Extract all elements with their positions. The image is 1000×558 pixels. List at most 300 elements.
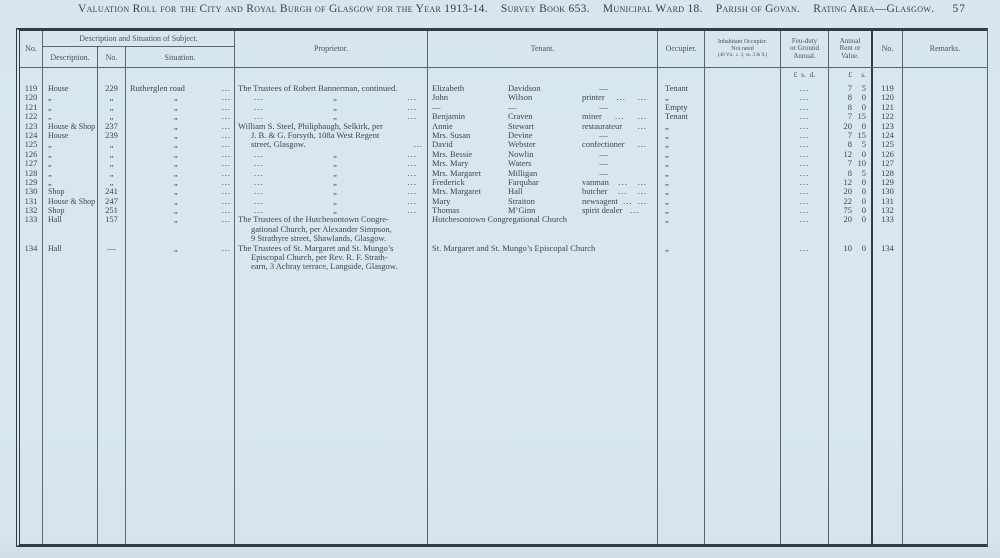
tenant-cell	[428, 215, 658, 243]
row-number-cell	[20, 159, 43, 168]
header-description: Description.	[43, 47, 98, 67]
tenant-cell	[428, 103, 658, 112]
header-desc-group-title: Description and Situation of Subject.	[43, 31, 234, 47]
situation-cell	[126, 178, 235, 187]
feu-duty-cell	[781, 244, 829, 272]
row-number-right: 122	[881, 112, 894, 122]
row-number-cell	[20, 84, 43, 93]
situation-text: „	[173, 215, 178, 225]
feu-duty-dots: ...	[799, 149, 810, 159]
tenant-cell	[428, 159, 658, 168]
rent-shillings: 0	[861, 93, 866, 103]
occupier-text: „	[665, 187, 669, 197]
rating-area-label: Rating Area—Glasgow.	[813, 3, 935, 15]
situation-cell	[126, 215, 235, 243]
situation-text: „	[173, 243, 178, 253]
tenant-surname: Davidson	[508, 84, 541, 93]
row-number-right-cell	[873, 178, 903, 187]
row-number-right: 134	[881, 243, 894, 253]
proprietor-ditto-line: ... „ ...	[254, 102, 417, 112]
row-number: 132	[24, 206, 38, 216]
header-no-left: No.	[20, 31, 43, 67]
tenant-forename: Mary	[432, 196, 451, 206]
occupier-text: „	[665, 159, 669, 169]
proprietor-cell	[235, 187, 428, 196]
street-number-cell	[98, 131, 126, 140]
situation-text: „	[173, 196, 178, 206]
rent-cell	[829, 140, 873, 149]
tenant-occupation-text: —	[599, 159, 608, 169]
row-number-right: 126	[881, 149, 894, 159]
row-number: 130	[24, 187, 38, 197]
row-number-cell	[20, 131, 43, 140]
tenant-occupation-text: —	[599, 130, 608, 140]
feu-duty-dots: ...	[799, 243, 810, 253]
situation-cell	[126, 112, 235, 121]
feu-duty-cell	[781, 197, 829, 206]
row-number-right-cell	[873, 244, 903, 272]
tenant-name: St. Margaret and St. Mungo’s Episcopal Church	[432, 243, 596, 253]
feu-duty-dots: ...	[799, 206, 810, 216]
tenant-forename: Annie	[432, 121, 453, 131]
tenant-occupation-text: butcher	[582, 187, 608, 197]
rent-shillings: 5	[861, 168, 866, 178]
header-occupier: Occupier.	[658, 31, 705, 67]
inhabitant-occupier-cell	[705, 131, 781, 140]
inhabitant-occupier-cell	[705, 197, 781, 206]
table-row	[20, 122, 987, 131]
table-row	[20, 150, 987, 159]
rent-shillings: 0	[861, 215, 866, 225]
valuation-roll-table	[16, 28, 988, 547]
situation-dots: ...	[221, 243, 231, 253]
situation-dots: ...	[221, 84, 231, 93]
occupier-cell	[658, 187, 705, 196]
street-number-cell	[98, 178, 126, 187]
tenant-forename: Frederick	[432, 177, 465, 187]
row-number-cell	[20, 122, 43, 131]
situation-dots: ...	[221, 149, 231, 159]
occupier-text: „	[665, 215, 669, 225]
rent-pounds: 20	[843, 121, 852, 131]
feu-duty-cell	[781, 150, 829, 159]
occupier-cell	[658, 178, 705, 187]
feu-duty-dots: ...	[799, 93, 810, 103]
rent-cell	[829, 169, 873, 178]
tenant-cell	[428, 93, 658, 102]
street-number: —	[107, 243, 116, 253]
situation-cell	[126, 187, 235, 196]
tenant-occupation	[582, 169, 657, 178]
description-cell	[43, 122, 98, 131]
row-number-right: 120	[881, 93, 894, 103]
occupier-text: Tenant	[665, 84, 689, 93]
row-number-right-cell	[873, 112, 903, 121]
situation-text: „	[173, 187, 178, 197]
row-number-right-cell	[873, 103, 903, 112]
description-text: „	[48, 159, 52, 169]
rent-cell	[829, 84, 873, 93]
description-cell	[43, 187, 98, 196]
description-text: „	[48, 93, 52, 103]
feu-duty-cell	[781, 187, 829, 196]
street-number-cell	[98, 197, 126, 206]
tenant-cell	[428, 84, 658, 93]
situation-text: „	[173, 149, 178, 159]
rent-cell	[829, 112, 873, 121]
rent-cell	[829, 131, 873, 140]
row-number-right-cell	[873, 93, 903, 102]
rent-pounds: 7	[847, 130, 852, 140]
proprietor-cell	[235, 178, 428, 187]
tenant-surname: Wilson	[508, 93, 533, 103]
rent-shillings: 0	[861, 177, 866, 187]
description-text: House & Shop	[48, 196, 96, 206]
street-number: „	[109, 112, 114, 122]
row-number-right: 119	[881, 84, 894, 93]
rent-cell	[829, 150, 873, 159]
street-number-cell	[98, 206, 126, 215]
tenant-occupation: vanman ... ...	[582, 177, 647, 187]
situation-cell	[126, 150, 235, 159]
row-number-cell	[20, 150, 43, 159]
situation-cell	[126, 169, 235, 178]
page-header	[0, 3, 1000, 15]
tenant-occupation-text: miner	[582, 112, 602, 122]
table-row	[20, 131, 987, 140]
description-cell	[43, 178, 98, 187]
row-number-right: 127	[881, 159, 894, 169]
situation-cell	[126, 159, 235, 168]
row-number-right-cell	[873, 131, 903, 140]
proprietor-text: J. B. & G. Forsyth, 108a West Regent	[251, 130, 380, 140]
tenant-cell	[428, 131, 658, 140]
occupier-cell	[658, 244, 705, 272]
remarks-cell	[903, 140, 987, 149]
feu-duty-cell	[781, 122, 829, 131]
rent-shillings: 5	[861, 84, 866, 93]
street-number-cell	[98, 84, 126, 93]
rent-cell	[829, 159, 873, 168]
proprietor-cell	[235, 93, 428, 102]
rent-pounds: 8	[847, 93, 852, 103]
situation-cell	[126, 84, 235, 93]
rent-pounds: 20	[843, 215, 852, 225]
description-text: „	[48, 140, 52, 150]
proprietor-cell	[235, 197, 428, 206]
tenant-occupation	[582, 131, 657, 140]
occupier-text: „	[665, 93, 669, 103]
rent-pounds: 7	[847, 84, 852, 93]
feu-currency-label: £ s. d.	[781, 68, 829, 84]
situation-text: „	[173, 102, 178, 112]
description-text: „	[48, 149, 52, 159]
inhabitant-occupier-cell	[705, 215, 781, 243]
tenant-forename: Mrs. Susan	[432, 130, 471, 140]
row-number-right: 131	[881, 196, 894, 206]
row-number: 129	[24, 177, 38, 187]
tenant-cell	[428, 122, 658, 131]
rent-pounds: 22	[843, 196, 852, 206]
situation-cell	[126, 122, 235, 131]
rent-cell	[829, 244, 873, 272]
rent-shillings: 0	[861, 102, 866, 112]
description-text: „	[48, 168, 52, 178]
remarks-cell	[903, 197, 987, 206]
situation-text: „	[173, 121, 178, 131]
remarks-cell	[903, 112, 987, 121]
rent-cell	[829, 178, 873, 187]
feu-duty-dots: ...	[799, 168, 810, 178]
tenant-surname: Devine	[508, 130, 533, 140]
tenant-occupation-text: vanman	[582, 177, 609, 187]
tenant-surname: Nowlin	[508, 149, 534, 159]
feu-duty-cell	[781, 178, 829, 187]
tenant-surname: Craven	[508, 112, 533, 122]
tenant-occupation: newsagent ... ...	[582, 196, 647, 206]
rent-cell	[829, 187, 873, 196]
table-filler-row	[20, 272, 987, 544]
tenant-forename: Mrs. Margaret	[432, 187, 481, 197]
inhabitant-occupier-cell	[705, 187, 781, 196]
table-row	[20, 159, 987, 168]
rent-pounds: 20	[843, 187, 852, 197]
tenant-surname: Straiton	[508, 196, 535, 206]
rent-cell	[829, 93, 873, 102]
description-text: Shop	[48, 206, 65, 216]
description-text: „	[48, 177, 52, 187]
street-number: „	[109, 177, 114, 187]
situation-dots: ...	[221, 196, 231, 206]
inhabitant-occupier-cell	[705, 140, 781, 149]
feu-duty-dots: ...	[799, 130, 810, 140]
occupier-text: „	[665, 121, 669, 131]
parish-label: Parish of Govan.	[715, 3, 801, 15]
rent-shillings: 10	[857, 159, 866, 169]
street-number-cell	[98, 122, 126, 131]
tenant-surname: Webster	[508, 140, 536, 150]
feu-duty-cell	[781, 159, 829, 168]
situation-text: „	[173, 177, 178, 187]
tenant-surname: Hall	[508, 187, 523, 197]
street-number: „	[109, 102, 114, 112]
inhabitant-occupier-cell	[705, 206, 781, 215]
tenant-occupation	[582, 103, 657, 112]
street-number-cell	[98, 159, 126, 168]
feu-duty-cell	[781, 140, 829, 149]
proprietor-text: The Trustees of Robert Bannerman, continued.	[238, 84, 398, 93]
remarks-cell	[903, 206, 987, 215]
rent-pounds: 10	[843, 243, 852, 253]
table-row	[20, 140, 987, 149]
situation-dots: ...	[221, 168, 231, 178]
inhabitant-occupier-cell	[705, 150, 781, 159]
proprietor-line	[238, 84, 423, 93]
street-number: „	[109, 93, 114, 103]
row-number-right: 124	[881, 130, 894, 140]
header-no-right: No.	[873, 31, 903, 67]
remarks-cell	[903, 169, 987, 178]
occupier-text: „	[665, 140, 669, 150]
proprietor-ditto-line: ... „ ...	[254, 206, 417, 216]
street-number: 241	[105, 187, 118, 197]
tenant-cell	[428, 197, 658, 206]
table-row	[20, 93, 987, 102]
tenant-forename: —	[432, 102, 441, 112]
situation-text: „	[173, 93, 178, 103]
occupier-cell	[658, 197, 705, 206]
row-number-right-cell	[873, 206, 903, 215]
row-number-cell	[20, 215, 43, 243]
proprietor-text: gational Church, per Alexander Simpson,	[251, 223, 392, 234]
tenant-occupation: confectioner ...	[582, 140, 647, 150]
tenant-occupation-text: —	[599, 168, 608, 178]
inhabitant-occupier-cell	[705, 159, 781, 168]
rent-shillings: 0	[861, 196, 866, 206]
table-row	[20, 244, 987, 272]
tenant-forename: Mrs. Margaret	[432, 168, 481, 178]
tenant-forename: Benjamin	[432, 112, 466, 122]
tenant-cell	[428, 206, 658, 215]
description-text: Hall	[48, 215, 62, 225]
row-number-cell	[20, 112, 43, 121]
street-number: 229	[105, 84, 118, 93]
street-number-cell	[98, 103, 126, 112]
row-number: 127	[24, 159, 38, 169]
rent-shillings: 15	[857, 130, 866, 140]
description-cell	[43, 150, 98, 159]
street-number: 237	[105, 121, 118, 131]
row-number-right-cell	[873, 197, 903, 206]
inhabitant-occupier-cell	[705, 103, 781, 112]
proprietor-ditto-line: ... „ ...	[254, 93, 417, 103]
tenant-forename: David	[432, 140, 453, 150]
description-cell	[43, 197, 98, 206]
proprietor-ditto-line: ... „ ...	[254, 168, 417, 178]
rent-shillings: 5	[861, 140, 866, 150]
inhabitant-occupier-cell	[705, 93, 781, 102]
table-body	[20, 84, 987, 272]
header-feu-duty: Feu-duty or Ground Annual.	[781, 31, 829, 67]
situation-cell	[126, 131, 235, 140]
occupier-text: Tenant	[665, 112, 689, 122]
page-number: 57	[952, 3, 966, 15]
rent-pounds: 8	[847, 140, 852, 150]
table-row	[20, 178, 987, 187]
situation-dots: ...	[221, 159, 231, 169]
occupier-text: Empty	[665, 102, 688, 112]
tenant-occupation	[582, 150, 657, 159]
table-row	[20, 103, 987, 112]
occupier-cell	[658, 122, 705, 131]
rent-cell	[829, 206, 873, 215]
situation-cell	[126, 93, 235, 102]
rent-shillings: 0	[861, 243, 866, 253]
row-number-right: 129	[881, 177, 894, 187]
rent-shillings: 0	[861, 149, 866, 159]
row-number-right-cell	[873, 215, 903, 243]
proprietor-cell	[235, 140, 428, 149]
occupier-text: „	[665, 196, 669, 206]
tenant-surname: —	[508, 102, 517, 112]
street-number: 251	[105, 206, 118, 216]
street-number: „	[109, 168, 114, 178]
proprietor-line	[238, 234, 423, 243]
situation-cell	[126, 206, 235, 215]
tenant-forename: John	[432, 93, 449, 103]
street-number: „	[109, 140, 114, 150]
header-annual-rent: Annual Rent or Value.	[829, 31, 873, 67]
rent-pounds: 12	[843, 149, 852, 159]
situation-cell	[126, 140, 235, 149]
row-number-right-cell	[873, 187, 903, 196]
situation-dots: ...	[221, 112, 231, 122]
tenant-occupation-text: newsagent	[582, 196, 618, 206]
row-number: 126	[24, 149, 38, 159]
description-cell	[43, 244, 98, 272]
remarks-cell	[903, 178, 987, 187]
row-number-cell	[20, 93, 43, 102]
occupier-text: „	[665, 130, 669, 140]
tenant-forename: Elizabeth	[432, 84, 465, 93]
table-row	[20, 187, 987, 196]
header-proprietor: Proprietor.	[235, 31, 428, 67]
tenant-surname: Farquhar	[508, 177, 539, 187]
row-number: 131	[24, 196, 38, 206]
row-number: 122	[24, 112, 38, 122]
tenant-surname: Waters	[508, 159, 532, 169]
row-number: 119	[24, 84, 38, 93]
row-number: 134	[24, 243, 38, 253]
row-number: 124	[24, 130, 38, 140]
rent-cell	[829, 197, 873, 206]
table-row	[20, 112, 987, 121]
feu-duty-cell	[781, 103, 829, 112]
remarks-cell	[903, 93, 987, 102]
proprietor-cell	[235, 84, 428, 93]
proprietor-cell	[235, 244, 428, 272]
tenant-occupation-text: —	[599, 149, 608, 159]
proprietor-cell	[235, 103, 428, 112]
occupier-text: „	[665, 168, 669, 178]
remarks-cell	[903, 103, 987, 112]
municipal-ward-label: Municipal Ward 18.	[602, 3, 703, 15]
proprietor-line	[238, 122, 423, 131]
rent-pounds: 75	[843, 206, 852, 216]
tenant-occupation: butcher ... ...	[582, 187, 647, 197]
feu-duty-dots: ...	[799, 187, 810, 197]
tenant-forename: Mrs. Mary	[432, 159, 469, 169]
description-cell	[43, 140, 98, 149]
description-cell	[43, 215, 98, 243]
proprietor-line	[238, 262, 423, 271]
situation-dots: ...	[221, 215, 231, 225]
row-number: 133	[24, 215, 38, 225]
page-title: Valuation Roll for the City and Royal Burgh of Glasgow for the Year 1913-14.	[78, 3, 488, 15]
tenant-surname: Milligan	[508, 168, 538, 178]
description-cell	[43, 169, 98, 178]
street-number: „	[109, 159, 114, 169]
proprietor-ditto-line: ... „ ...	[254, 196, 417, 206]
tenant-cell	[428, 169, 658, 178]
proprietor-cell	[235, 215, 428, 243]
row-number-cell	[20, 178, 43, 187]
street-number-cell	[98, 169, 126, 178]
situation-text: „	[173, 206, 178, 216]
row-number-right: 132	[881, 206, 894, 216]
rent-pounds: 8	[847, 168, 852, 178]
feu-duty-cell	[781, 206, 829, 215]
